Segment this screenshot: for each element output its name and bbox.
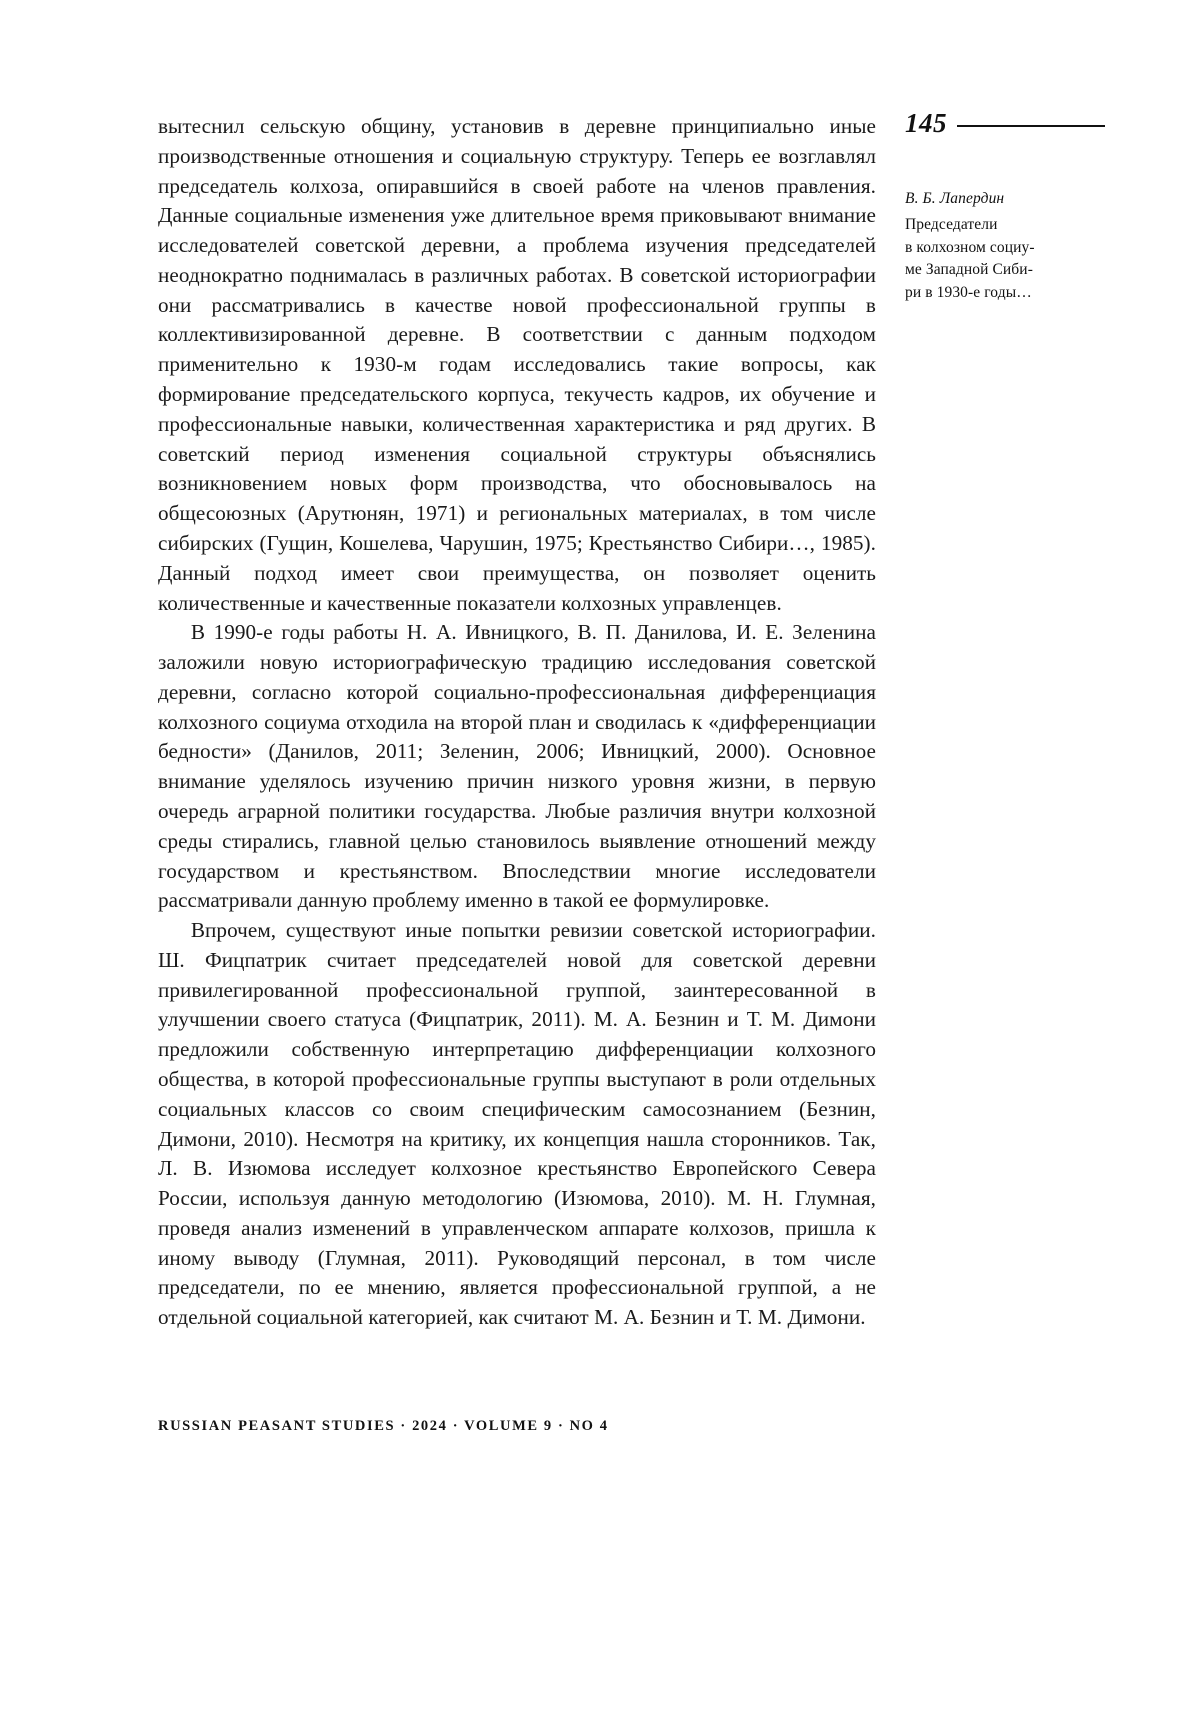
running-head-line-1: Председатели	[905, 215, 998, 233]
running-head-line-4: ри в 1930-е годы…	[905, 284, 1032, 302]
paragraph-2: В 1990-е годы работы Н. А. Ивницкого, В. П. Данилова, И. Е. Зеленина заложили новую историографическую традицию исследования советской деревни, согласно которой социально-профессиональная дифференциация колхозного социума отходила на второй план и сводилась к «дифференциации бедности» (Данилов, 2011; Зеленин, 2006; Ивницкий, 2000). Основное внимание уделялось изучению причин низкого уровня жизни, в первую очередь аграрной политики государства. Любые различия внутри колхозной среды стирались, главной целью становилось выявление отношений между государством и крестьянством. Впоследствии многие исследователи рассматривали данную проблему именно в такой ее формулировке.	[158, 620, 876, 913]
folio-row	[905, 108, 1105, 138]
margin-column	[905, 108, 1105, 305]
page-number: 145	[905, 107, 947, 138]
page-footer: RUSSIAN PEASANT STUDIES · 2024 · VOLUME 9 · NO 4	[158, 1418, 609, 1434]
paragraph-1: вытеснил сельскую общину, установив в деревне принципиально иные производственные отношения и социальную структуру. Теперь ее возглавлял председатель колхоза, опиравшийся в своей работе на членов правления. Данные социальные изменения уже длительное время приковывают внимание исследователей советской деревни, а проблема изучения председателей неоднократно поднималась в различных работах. В советской историографии они рассматривались в качестве новой профессиональной группы в коллективизированной деревне. В соответствии с данным подходом применительно к 1930-м годам исследовались такие вопросы, как формирование председательского корпуса, текучесть кадров, их обучение и профессиональные навыки, количественная характеристика и ряд других. В советский период изменения социальной структуры объяснялись возникновением новых форм производства, что обосновывалось на общесоюзных (Арутюнян, 1971) и региональных материалах, в том числе сибирских (Гущин, Кошелева, Чарушин, 1975; Крестьянство Сибири…, 1985). Данный подход имеет свои преимущества, он позволяет оценить количественные и качественные показатели колхозных управленцев.	[158, 114, 876, 615]
running-head-line-2: в колхозном социу-	[905, 238, 1035, 256]
folio-rule	[957, 125, 1105, 127]
body-text-column	[158, 112, 876, 1333]
running-head-author: В. Б. Лапердин	[905, 190, 1005, 207]
paragraph-3: Впрочем, существуют иные попытки ревизии советской историографии. Ш. Фицпатрик считает председателей новой для советской деревни привилегированной профессиональной группой, заинтересованной в улучшении своего статуса (Фицпатрик, 2011). М. А. Безнин и Т. М. Димони предложили собственную интерпретацию дифференциации колхозного общества, в которой профессиональные группы выступают в роли отдельных социальных классов со своим специфическим самосознанием (Безнин, Димони, 2010). Несмотря на критику, их концепция нашла сторонников. Так, Л. В. Изюмова исследует колхозное крестьянство Европейского Севера России, используя данную методологию (Изюмова, 2010). М. Н. Глумная, проведя анализ изменений в управленческом аппарате колхозов, пришла к иному выводу (Глумная, 2011). Руководящий персонал, в том числе председатели, по ее мнению, является профессиональной группой, а не отдельной социальной категорией, как считают М. А. Безнин и Т. М. Димони.	[158, 918, 876, 1330]
running-head-line-3: ме Западной Сиби-	[905, 261, 1033, 279]
running-head	[905, 188, 1105, 305]
